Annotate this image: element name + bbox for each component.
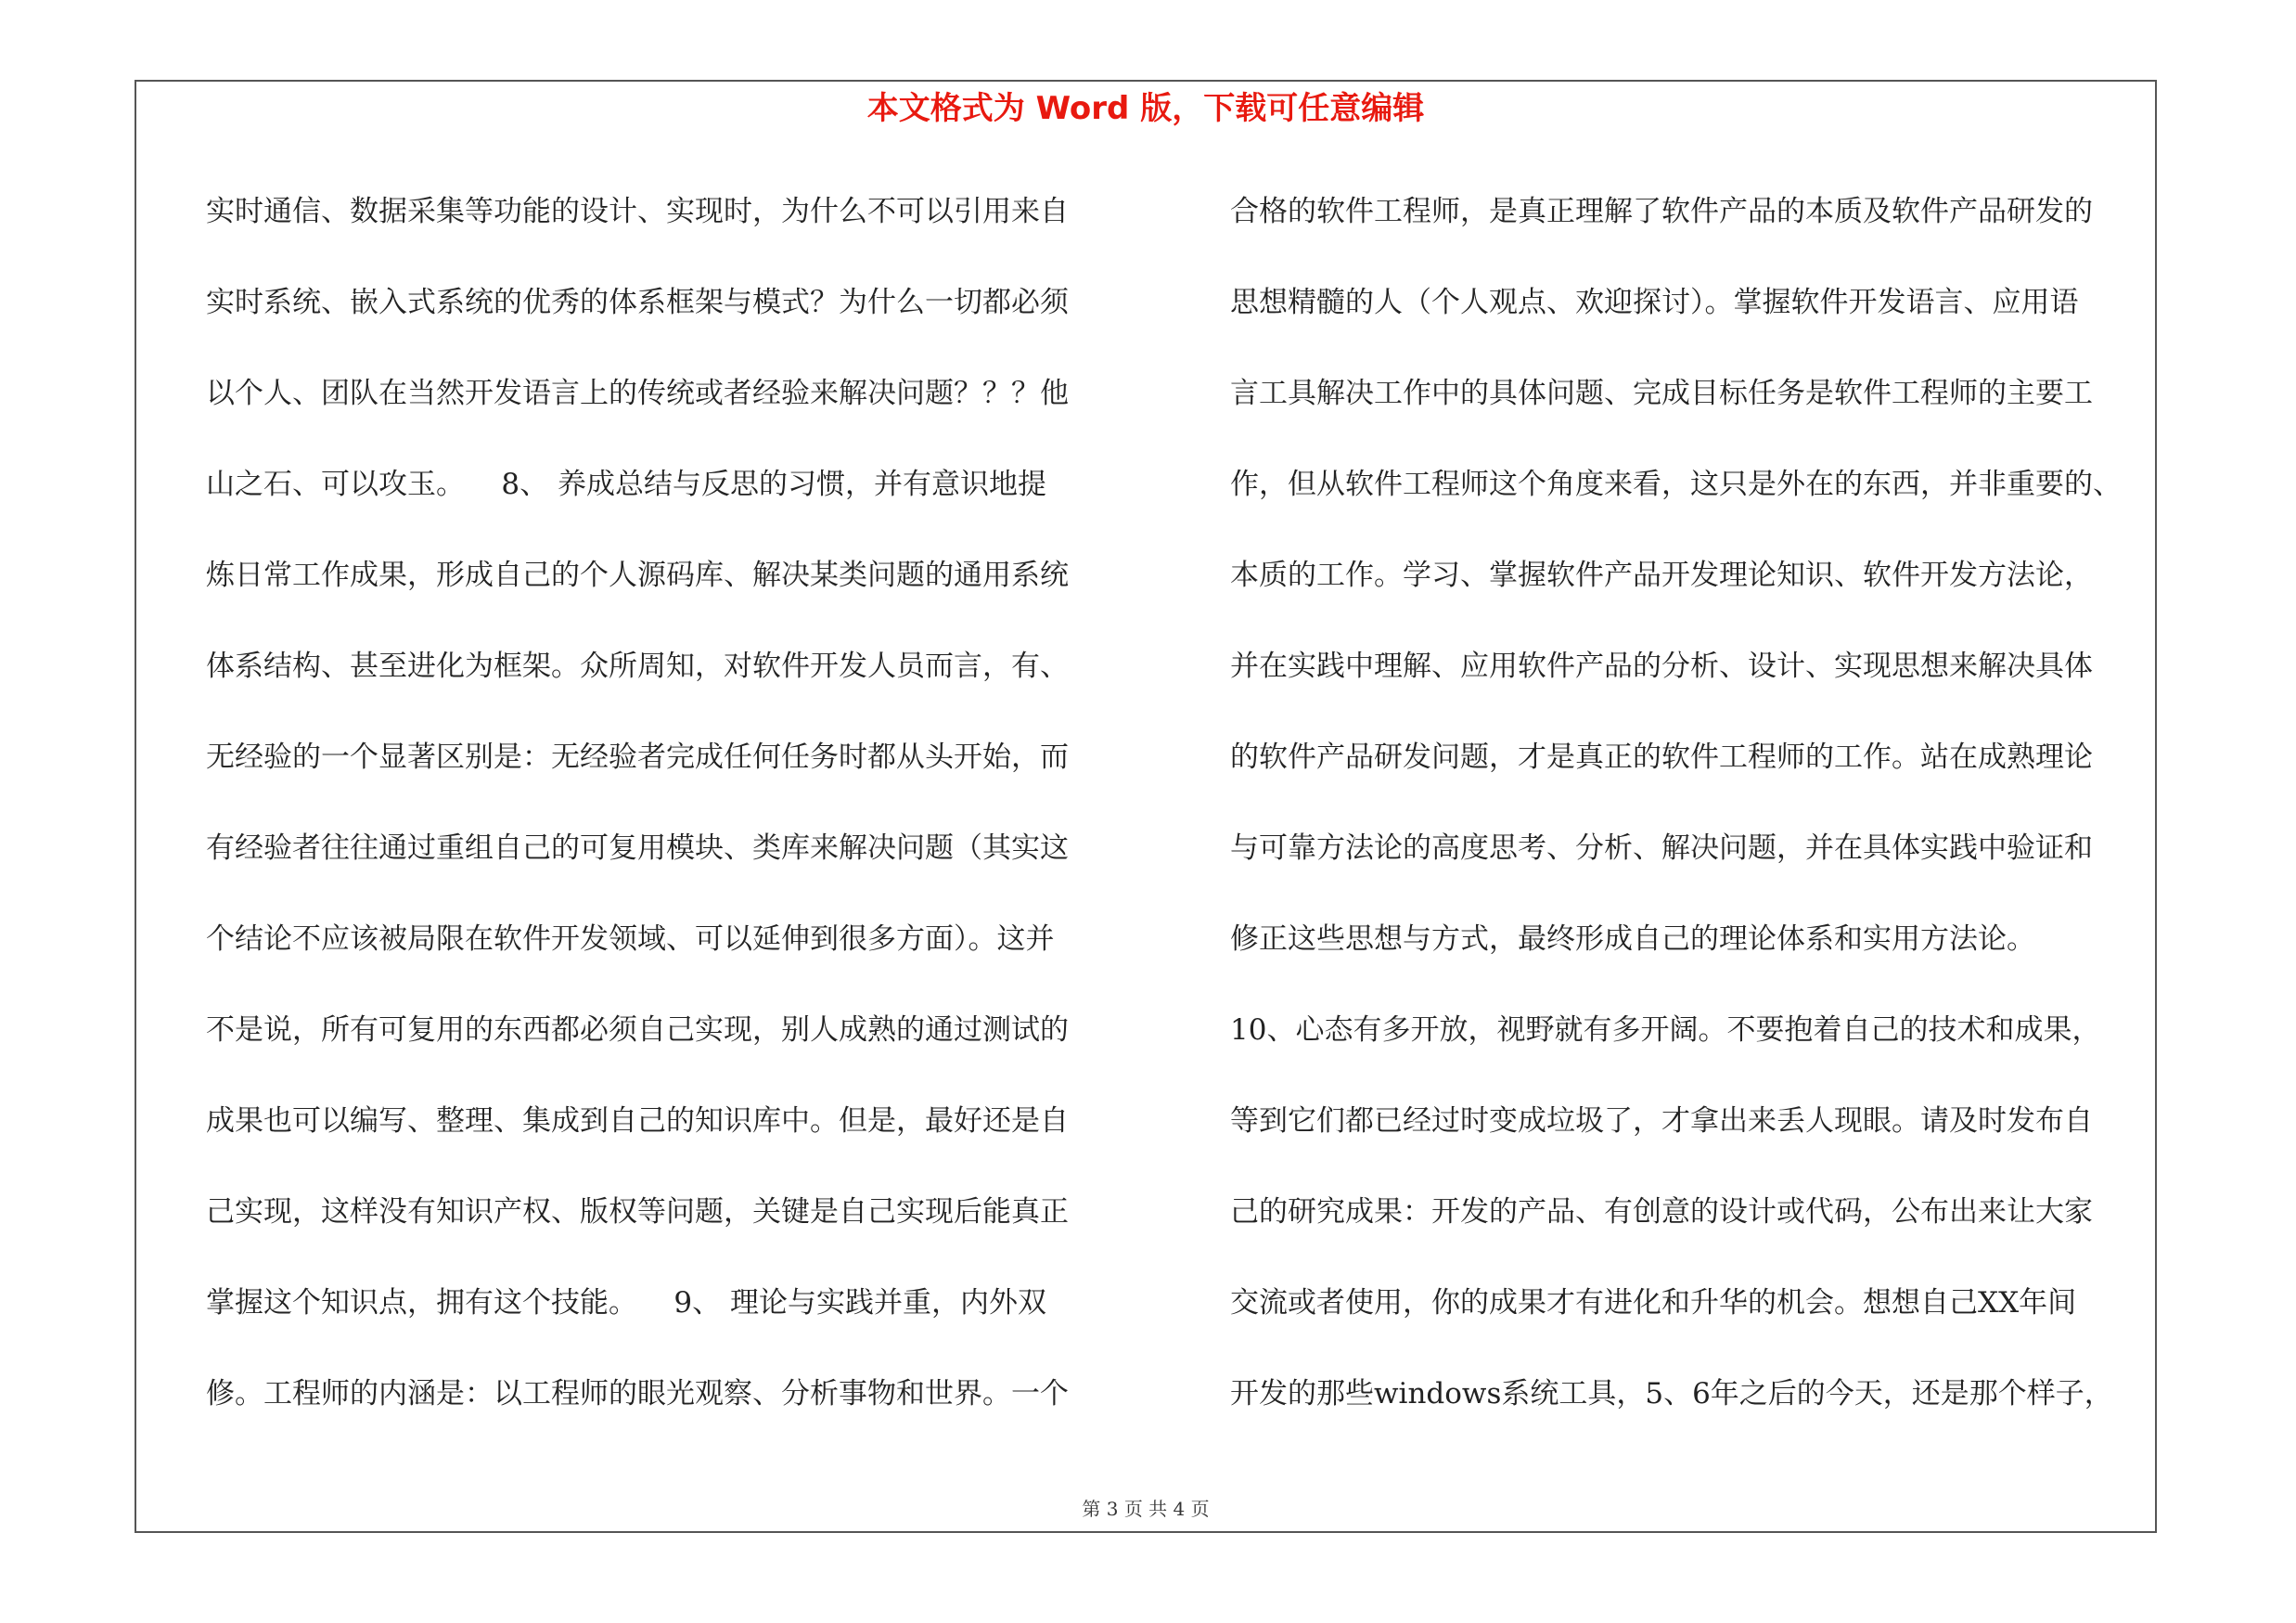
text-line: 掌握这个知识点，拥有这个技能。 9、 理论与实践并重，内外双 <box>206 1286 1046 1320</box>
text-line: 实时通信、数据采集等功能的设计、实现时，为什么不可以引用来自 <box>206 195 1069 228</box>
text-line: 开发的那些windows系统工具，5、6年之后的今天，还是那个样子， <box>1230 1377 2113 1410</box>
text-line: 以个人、团队在当然开发语言上的传统或者经验来解决问题？？？他 <box>206 377 1069 410</box>
text-line: 与可靠方法论的高度思考、分析、解决问题，并在具体实践中验证和 <box>1230 831 2093 865</box>
text-line: 并在实践中理解、应用软件产品的分析、设计、实现思想来解决具体 <box>1230 650 2093 683</box>
text-line: 等到它们都已经过时变成垃圾了，才拿出来丢人现眼。请及时发布自 <box>1230 1104 2093 1138</box>
format-banner: 本文格式为 Word 版，下载可任意编辑 <box>866 90 1425 127</box>
text-line: 不是说，所有可复用的东西都必须自己实现，别人成熟的通过测试的 <box>206 1013 1069 1047</box>
text-line: 己实现，这样没有知识产权、版权等问题，关键是自己实现后能真正 <box>206 1195 1069 1229</box>
text-line: 合格的软件工程师，是真正理解了软件产品的本质及软件产品研发的 <box>1230 195 2093 228</box>
text-line: 的软件产品研发问题，才是真正的软件工程师的工作。站在成熟理论 <box>1230 741 2093 774</box>
text-line: 己的研究成果：开发的产品、有创意的设计或代码，公布出来让大家 <box>1230 1195 2093 1229</box>
text-line: 无经验的一个显著区别是：无经验者完成任何任务时都从头开始，而 <box>206 741 1069 774</box>
text-line: 本质的工作。学习、掌握软件产品开发理论知识、软件开发方法论， <box>1230 559 2093 592</box>
text-line: 思想精髓的人（个人观点、欢迎探讨）。掌握软件开发语言、应用语 <box>1230 286 2079 319</box>
text-line: 作，但从软件工程师这个角度来看，这只是外在的东西，并非重要的、 <box>1230 468 2122 501</box>
page-number-footer: 第 3 页 共 4 页 <box>1082 1498 1210 1520</box>
text-line: 成果也可以编写、整理、集成到自己的知识库中。但是，最好还是自 <box>206 1104 1069 1138</box>
text-line: 山之石、可以攻玉。 8、 养成总结与反思的习惯，并有意识地提 <box>206 468 1046 501</box>
text-line: 交流或者使用，你的成果才有进化和升华的机会。想想自己XX年间 <box>1230 1286 2077 1320</box>
text-line: 修。工程师的内涵是：以工程师的眼光观察、分析事物和世界。一个 <box>206 1377 1069 1410</box>
text-line: 有经验者往往通过重组自己的可复用模块、类库来解决问题（其实这 <box>206 831 1069 865</box>
text-line: 炼日常工作成果，形成自己的个人源码库、解决某类问题的通用系统 <box>206 559 1069 592</box>
left-text-column <box>206 181 1143 1454</box>
text-line: 10、心态有多开放，视野就有多开阔。不要抱着自己的技术和成果， <box>1230 1013 2101 1047</box>
text-line: 实时系统、嵌入式系统的优秀的体系框架与模式？为什么一切都必须 <box>206 286 1069 319</box>
text-line: 言工具解决工作中的具体问题、完成目标任务是软件工程师的主要工 <box>1230 377 2093 410</box>
text-line: 修正这些思想与方式，最终形成自己的理论体系和实用方法论。 <box>1230 922 2035 956</box>
text-line: 个结论不应该被局限在软件开发领域、可以延伸到很多方面）。这并 <box>206 922 1055 956</box>
right-text-column <box>1230 181 2167 1454</box>
text-line: 体系结构、甚至进化为框架。众所周知，对软件开发人员而言，有、 <box>206 650 1069 683</box>
